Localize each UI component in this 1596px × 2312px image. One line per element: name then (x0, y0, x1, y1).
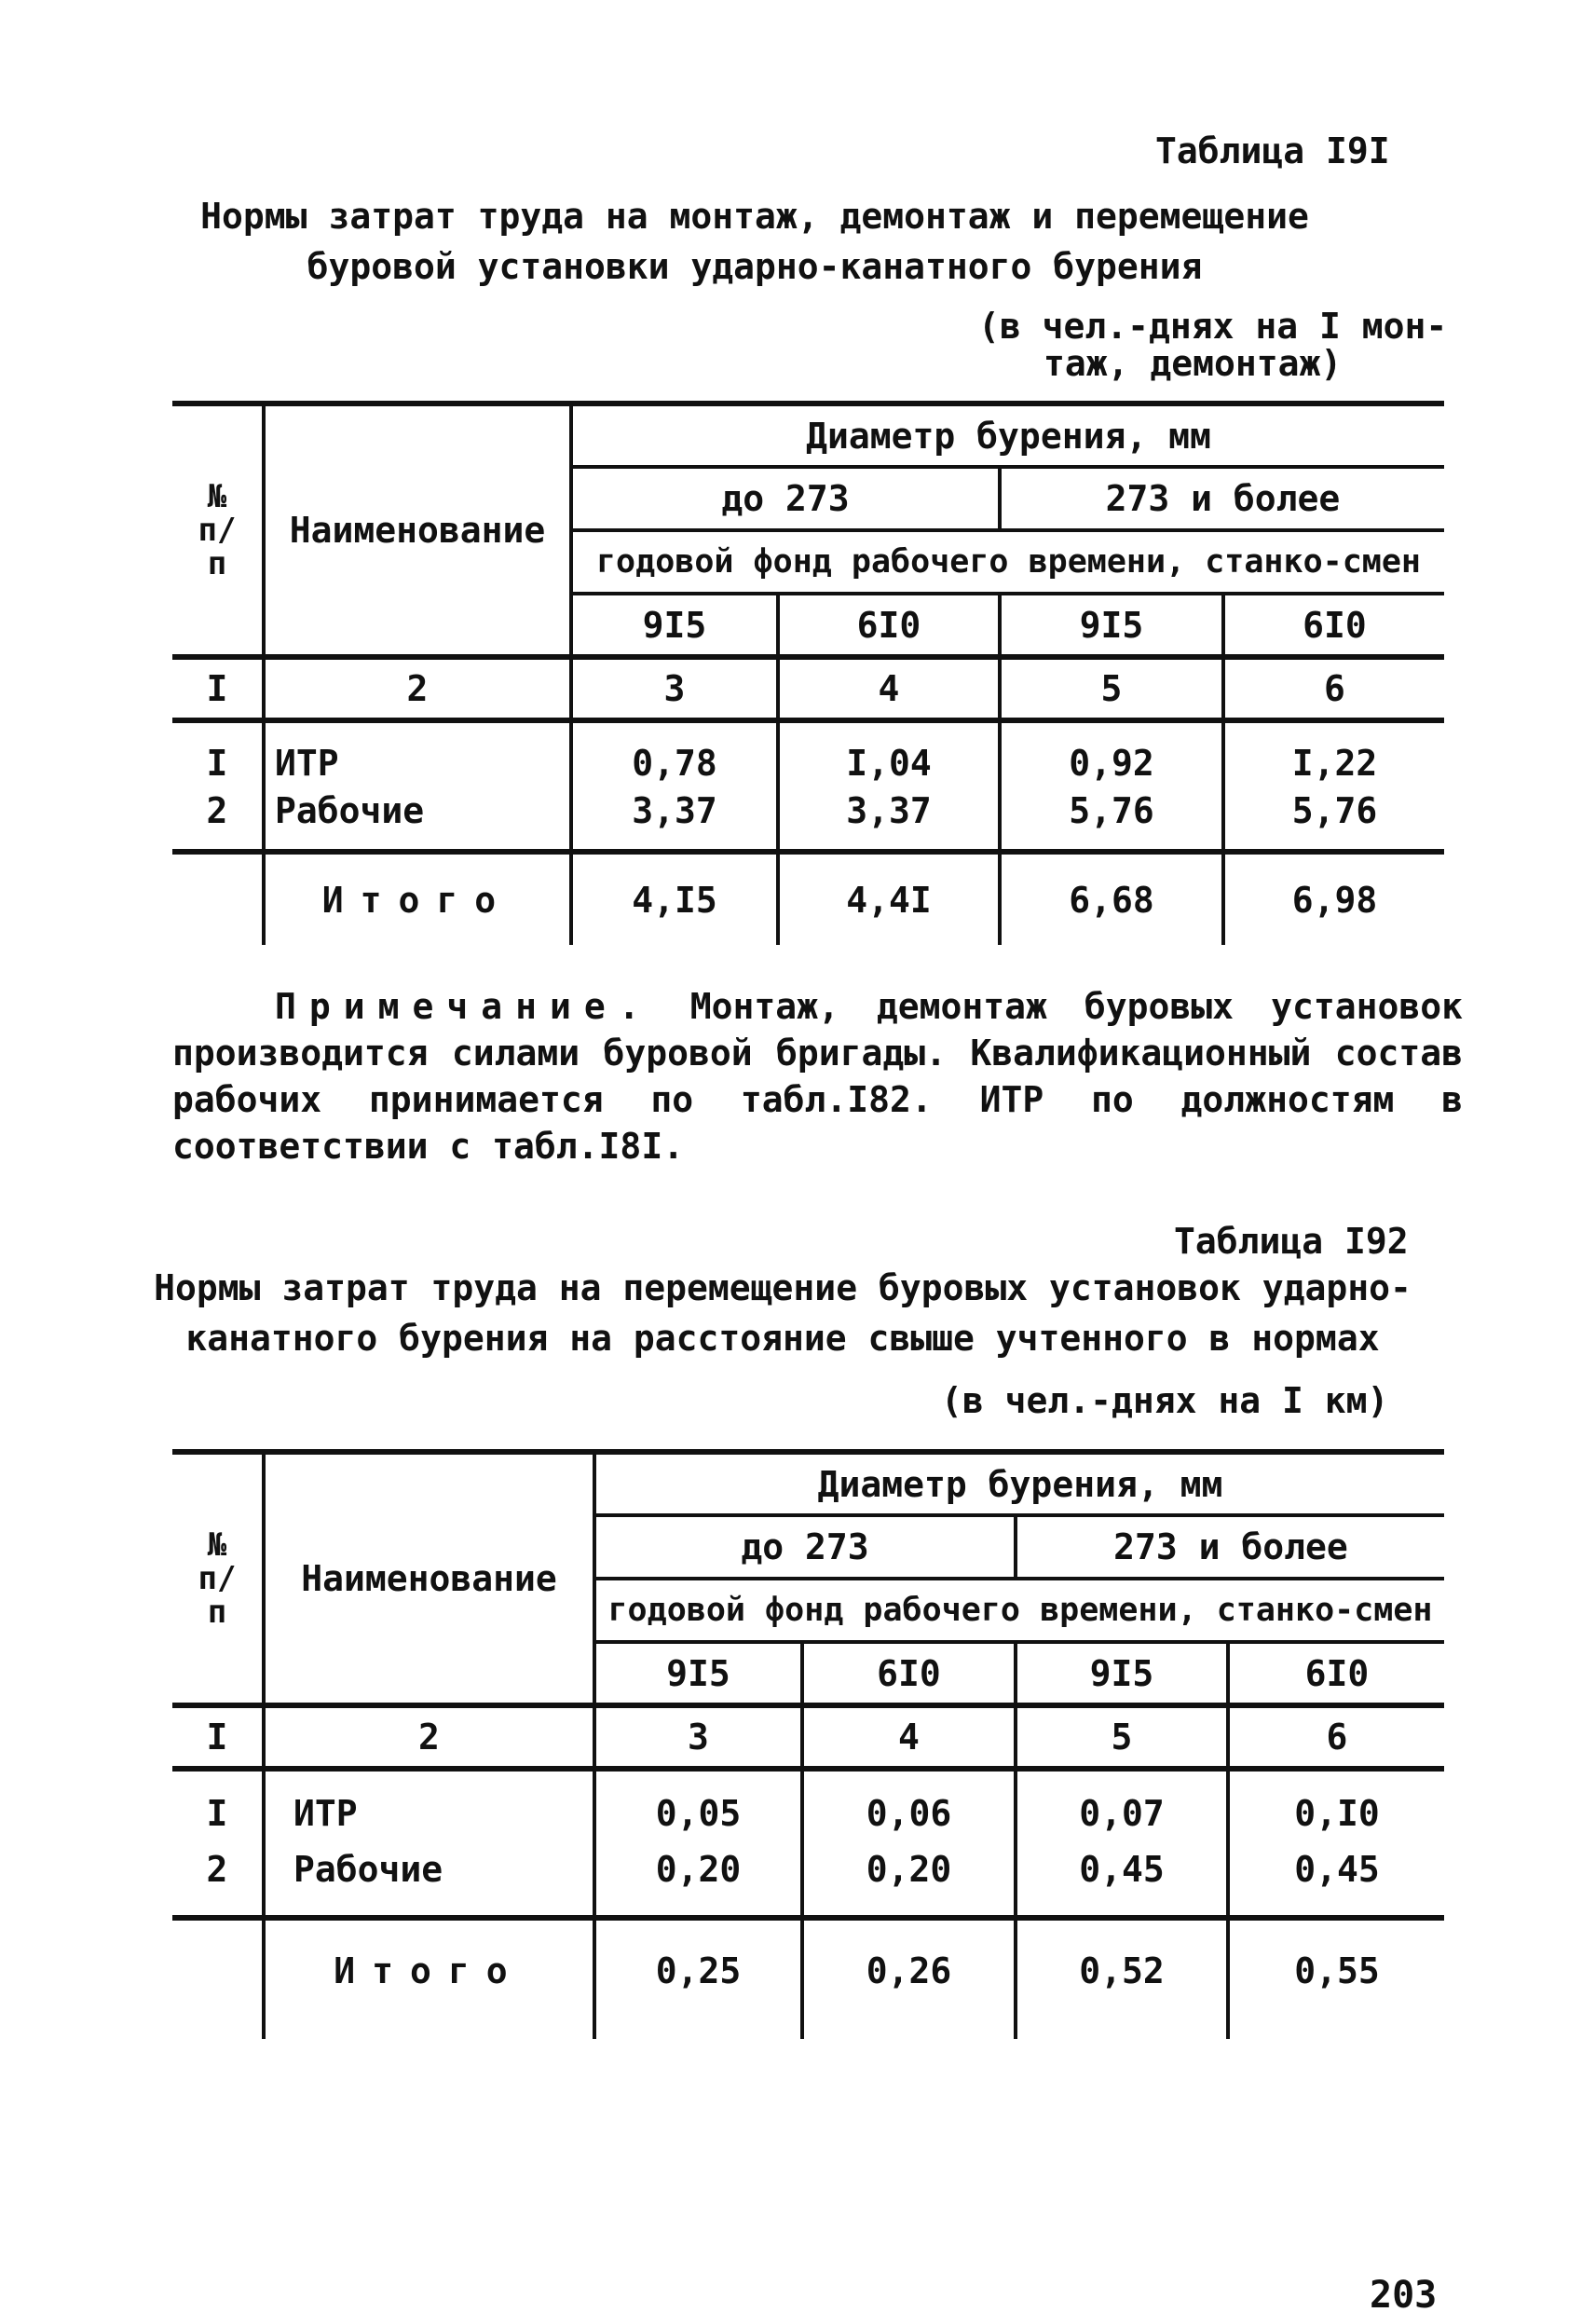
header-sub: 9I5 (1000, 594, 1223, 657)
note-text: Монтаж, демонтаж буровых установок производится силами буровой бригады. Квалификационный состав рабочих принимается по табл.I82. ИТР по должностям в соответствии с табл.I8I. (172, 986, 1463, 1167)
total-value: 0,25 (594, 1918, 802, 2039)
header-diameter: Диаметр бурения, мм (594, 1452, 1444, 1515)
row-name: Рабочие (264, 787, 571, 852)
table-191-title-line2: буровой установки ударно-канатного бурения (307, 246, 1203, 287)
row-num: I (206, 1792, 228, 1834)
col-number: 2 (264, 657, 571, 720)
header-name: Наименование (264, 1452, 594, 1705)
col-number: 4 (802, 1705, 1016, 1769)
header-diameter: Диаметр бурения, мм (571, 404, 1444, 467)
table-191-units-line2: таж, демонтаж) (1044, 343, 1343, 384)
table-row (172, 787, 1444, 852)
header-sub: 6I0 (802, 1642, 1016, 1705)
row-value: 5,76 (1223, 787, 1444, 852)
total-value: 6,68 (1000, 852, 1223, 945)
header-name: Наименование (264, 404, 571, 657)
note (172, 983, 1463, 1170)
header-fund: годовой фонд рабочего времени, станко-смен (571, 530, 1444, 594)
total-value: 0,52 (1016, 1918, 1228, 2039)
col-number: 5 (1016, 1705, 1228, 1769)
col-number: 3 (594, 1705, 802, 1769)
header-sub: 6I0 (778, 594, 1000, 657)
header-group-2: 273 и более (1016, 1515, 1444, 1579)
row-name: Рабочие (264, 1838, 594, 1918)
row-value: 5,76 (1000, 787, 1223, 852)
table-192-title (140, 1263, 1425, 1363)
table-192-title-line2: канатного бурения на расстояние свыше учтенного в нормах (185, 1318, 1380, 1359)
table-191 (172, 401, 1444, 945)
table-192-label: Таблица I92 (1174, 1221, 1409, 1262)
table-total-row (172, 1918, 1444, 2039)
row-value: 0,92 (1000, 720, 1223, 787)
total-value: 0,26 (802, 1918, 1016, 2039)
total-value: 4,I5 (571, 852, 778, 945)
table-192-units: (в чел.-днях на I км) (941, 1380, 1389, 1421)
row-num: 2 (206, 789, 228, 831)
row-value: 0,07 (1016, 1769, 1228, 1838)
row-value: 3,37 (778, 787, 1000, 852)
header-group-1: до 273 (571, 467, 1000, 530)
header-num (172, 404, 264, 657)
col-number: I (206, 668, 228, 709)
table-192-title-line1: Нормы затрат труда на перемещение буровых установок ударно- (154, 1267, 1412, 1308)
row-value: 0,06 (802, 1769, 1016, 1838)
table-row (172, 720, 1444, 787)
header-group-2: 273 и более (1000, 467, 1444, 530)
total-label: Итого (321, 879, 513, 921)
header-num (172, 1452, 264, 1705)
row-name: ИТР (264, 1769, 594, 1838)
col-number: 2 (264, 1705, 594, 1769)
row-value: 0,45 (1228, 1838, 1444, 1918)
header-sub: 9I5 (594, 1642, 802, 1705)
row-value: I,04 (778, 720, 1000, 787)
col-number: 5 (1000, 657, 1223, 720)
row-value: 3,37 (571, 787, 778, 852)
table-191-units (978, 308, 1463, 382)
total-value: 0,55 (1228, 1918, 1444, 2039)
header-sub: 6I0 (1228, 1642, 1444, 1705)
row-value: 0,05 (594, 1769, 802, 1838)
header-group-1: до 273 (594, 1515, 1016, 1579)
table-total-row (172, 852, 1444, 945)
row-name: ИТР (264, 720, 571, 787)
total-value: 6,98 (1223, 852, 1444, 945)
table-191-label: Таблица I9I (1155, 130, 1390, 171)
header-sub: 9I5 (571, 594, 778, 657)
header-sub: 9I5 (1016, 1642, 1228, 1705)
row-value: 0,I0 (1228, 1769, 1444, 1838)
total-value: 4,4I (778, 852, 1000, 945)
table-row (172, 1838, 1444, 1918)
row-num: I (206, 743, 228, 784)
col-number: 4 (778, 657, 1000, 720)
header-num-text: № п/п (198, 1526, 237, 1631)
col-number: 3 (571, 657, 778, 720)
row-value: 0,45 (1016, 1838, 1228, 1918)
header-sub: 6I0 (1223, 594, 1444, 657)
table-191-title (168, 191, 1342, 292)
page-number: 203 (1370, 2274, 1438, 2312)
row-num: 2 (206, 1848, 228, 1890)
table-191-units-line1: (в чел.-днях на I мон- (978, 306, 1448, 347)
row-value: I,22 (1223, 720, 1444, 787)
col-number: 6 (1228, 1705, 1444, 1769)
row-value: 0,20 (802, 1838, 1016, 1918)
table-row (172, 1769, 1444, 1838)
col-number: I (206, 1717, 228, 1758)
header-fund: годовой фонд рабочего времени, станко-смен (594, 1579, 1444, 1642)
row-value: 0,78 (571, 720, 778, 787)
header-num-text: № п/п (198, 478, 237, 582)
table-192 (172, 1449, 1444, 2039)
note-lead: Примечание. (275, 986, 653, 1027)
table-191-title-line1: Нормы затрат труда на монтаж, демонтаж и перемещение (200, 196, 1309, 237)
col-number: 6 (1223, 657, 1444, 720)
total-label: Итого (334, 1949, 525, 1991)
row-value: 0,20 (594, 1838, 802, 1918)
